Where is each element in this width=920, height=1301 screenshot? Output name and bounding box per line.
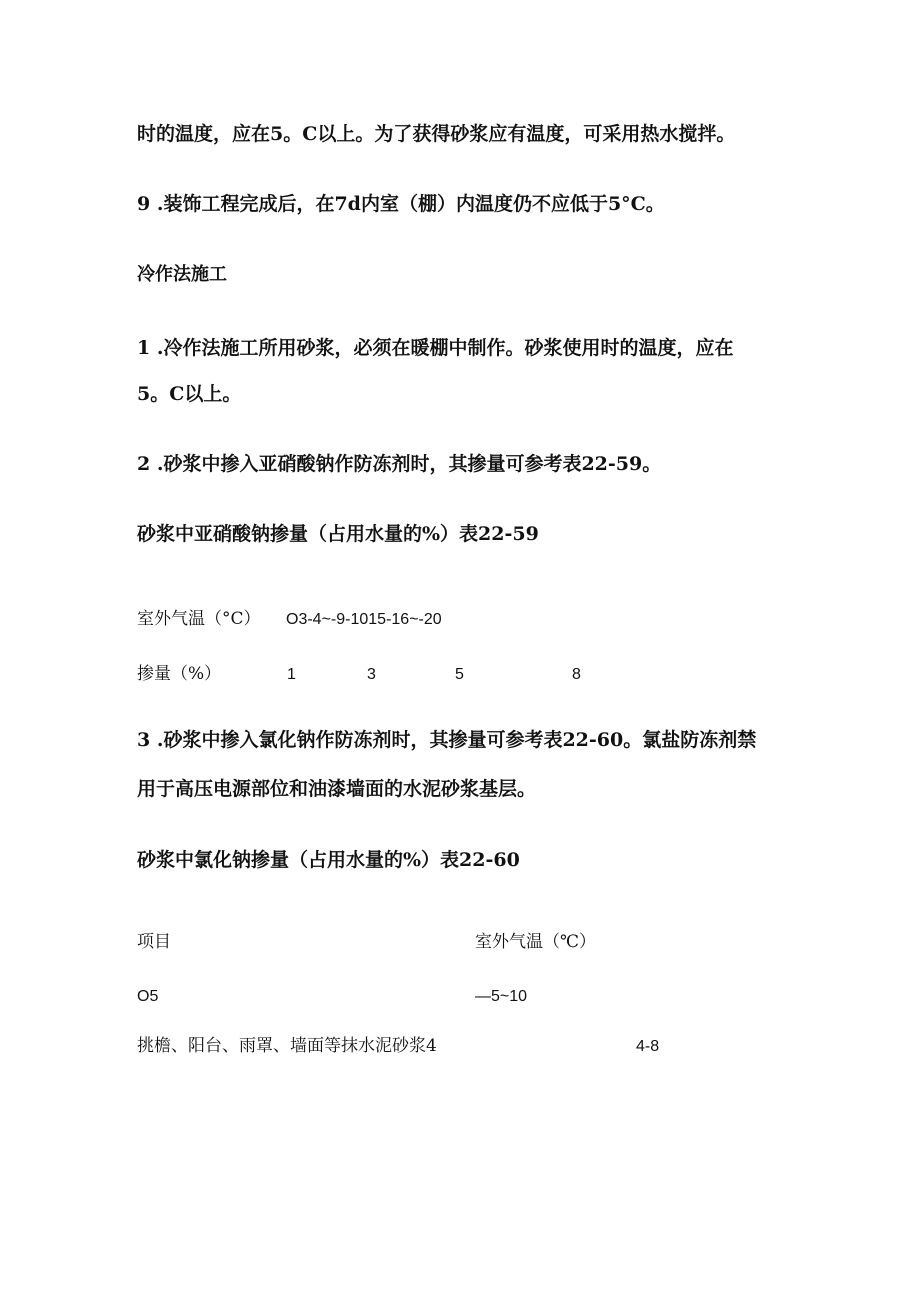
table-22-59-title: 砂浆中亚硝酸钠掺量（占用水量的%）表22-59 [137,523,539,545]
table1-row2-value-2: 3 [367,666,376,683]
table2-row2-col2: 4-8 [636,1038,660,1055]
table2-row2-col1: 挑檐、阳台、雨罩、墙面等抹水泥砂浆4 [137,1036,437,1056]
table1-row2-value-4: 8 [572,666,581,683]
table2-header-temperature: 室外气温（℃） [475,932,597,952]
paragraph-item-3-line2: 用于高压电源部位和油漆墙面的水泥砂浆基层。 [137,778,537,800]
table2-row1-col1: O5 [137,988,159,1005]
table1-row2-label: 掺量（%） [137,664,222,684]
paragraph-item-1-line2: 5。C以上。 [137,383,242,405]
section-title: 冷作法施工 [137,264,227,285]
paragraph-item-3-line1: 3 .砂浆中掺入氯化钠作防冻剂时，其掺量可参考表22-60。氯盐防冻剂禁 [137,729,757,751]
table2-header-item: 项目 [137,932,171,952]
table1-row1-label: 室外气温（°C） [137,609,261,629]
table2-row1-col2: —5~10 [475,988,528,1005]
table1-row1-values: O3-4~-9-1015-16~-20 [286,611,442,628]
paragraph-item-2: 2 .砂浆中掺入亚硝酸钠作防冻剂时，其掺量可参考表22-59。 [137,453,662,475]
paragraph-item-1-line1: 1 .冷作法施工所用砂浆，必须在暖棚中制作。砂浆使用时的温度，应在 [137,337,734,359]
paragraph-item-9: 9 .装饰工程完成后，在7d内室（棚）内温度仍不应低于5°C。 [137,193,665,215]
table1-row2-value-3: 5 [455,666,464,683]
table-22-60-title: 砂浆中氯化钠掺量（占用水量的%）表22-60 [137,849,520,871]
paragraph-continuation: 时的温度，应在5。C以上。为了获得砂浆应有温度，可采用热水搅拌。 [137,123,736,145]
table1-row2-value-1: 1 [287,666,296,683]
